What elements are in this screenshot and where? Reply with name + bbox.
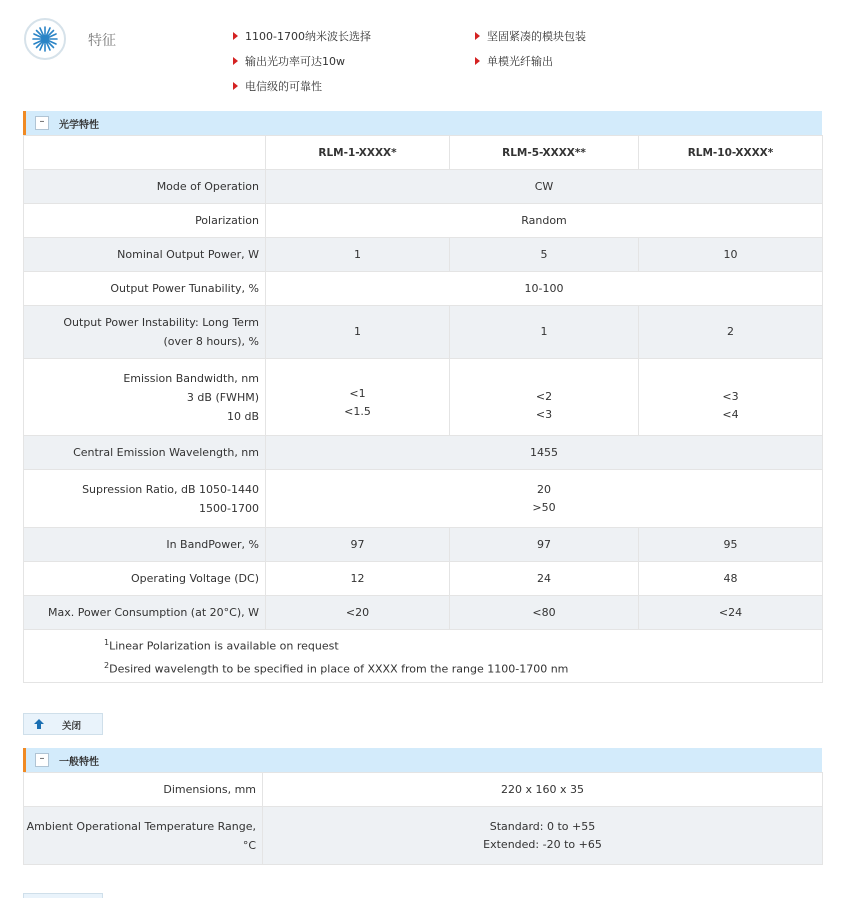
row-label: Dimensions, mm (24, 773, 263, 807)
footnote: $^2$Desired wavelength to be specified in place of XXXX from the range 1100-1700 nm (104, 661, 569, 676)
row-label: In BandPower, % (24, 528, 266, 562)
empty-header-cell (24, 136, 266, 170)
bullet-icon (233, 82, 238, 90)
arrow-up-icon (33, 718, 45, 733)
collapse-toggle-button[interactable]: – (35, 753, 49, 767)
column-header: RLM-10-XXXX* (639, 136, 823, 170)
cell-value: <80 (450, 596, 639, 630)
cell-value: 1455 (266, 436, 823, 470)
cell-value: 10-100 (266, 272, 823, 306)
table-row (24, 562, 823, 596)
table-row (24, 470, 823, 528)
cell-value: <3 <4 (639, 359, 823, 436)
cell-value: 10 (639, 238, 823, 272)
close-button[interactable] (23, 713, 103, 735)
cell-value: Standard: 0 to +55 Extended: -20 to +65 (263, 807, 823, 865)
cell-value: 1 (450, 306, 639, 359)
row-label: Mode of Operation (24, 170, 266, 204)
column-header: RLM-5-XXXX** (450, 136, 639, 170)
cell-value: 48 (639, 562, 823, 596)
cell-value: <1 <1.5 (266, 359, 450, 436)
bullet-icon (233, 32, 238, 40)
feature-item: 输出光功率可达10w (233, 53, 345, 69)
table-row (24, 238, 823, 272)
table-row (24, 306, 823, 359)
feature-item: 电信级的可靠性 (233, 78, 322, 94)
table-header-row (24, 136, 823, 170)
bullet-icon (233, 57, 238, 65)
table-row (24, 359, 823, 436)
close-button-label: 关闭 (62, 721, 82, 732)
footnotes-row (24, 630, 823, 683)
row-label: Nominal Output Power, W (24, 238, 266, 272)
cell-value: <20 (266, 596, 450, 630)
cell-value: 20 >50 (266, 470, 823, 528)
row-label: Operating Voltage (DC) (24, 562, 266, 596)
feature-item: 坚固紧凑的模块包装 (475, 28, 586, 44)
cell-value: 220 x 160 x 35 (263, 773, 823, 807)
optical-section-header[interactable] (23, 111, 822, 135)
close-button-partial[interactable] (23, 893, 103, 898)
cell-value: 97 (266, 528, 450, 562)
table-row (24, 170, 823, 204)
cell-value: CW (266, 170, 823, 204)
cell-value: <2 <3 (450, 359, 639, 436)
optical-section-title: 光学特性 (59, 120, 99, 131)
row-label: Ambient Operational Temperature Range, °C (24, 807, 263, 865)
general-spec-table (23, 772, 823, 865)
row-label: Output Power Instability: Long Term (over 8 hours), % (24, 306, 266, 359)
cell-value: 5 (450, 238, 639, 272)
optical-spec-table (23, 135, 823, 683)
laser-logo-icon (24, 18, 66, 60)
table-row (24, 807, 823, 865)
row-label: Central Emission Wavelength, nm (24, 436, 266, 470)
cell-value: 2 (639, 306, 823, 359)
cell-value: Random (266, 204, 823, 238)
cell-value: 95 (639, 528, 823, 562)
table-row (24, 528, 823, 562)
features-section (0, 0, 841, 110)
feature-item: 单模光纤输出 (475, 53, 553, 69)
table-row (24, 272, 823, 306)
cell-value: 97 (450, 528, 639, 562)
row-label: Supression Ratio, dB 1050-1440 1500-1700 (24, 470, 266, 528)
cell-value: 12 (266, 562, 450, 596)
general-section-title: 一般特性 (59, 757, 99, 768)
column-header: RLM-1-XXXX* (266, 136, 450, 170)
cell-value: 24 (450, 562, 639, 596)
cell-value: 1 (266, 306, 450, 359)
feature-item: 1100-1700纳米波长选择 (233, 28, 371, 44)
cell-value: <24 (639, 596, 823, 630)
table-row (24, 436, 823, 470)
features-title: 特征 (88, 33, 116, 49)
table-row (24, 204, 823, 238)
row-label: Max. Power Consumption (at 20°C), W (24, 596, 266, 630)
collapse-toggle-button[interactable]: – (35, 116, 49, 130)
footnotes (24, 630, 823, 683)
row-label: Output Power Tunability, % (24, 272, 266, 306)
table-row (24, 596, 823, 630)
cell-value: 1 (266, 238, 450, 272)
bullet-icon (475, 32, 480, 40)
row-label: Emission Bandwidth, nm 3 dB (FWHM) 10 dB (24, 359, 266, 436)
table-row (24, 773, 823, 807)
bullet-icon (475, 57, 480, 65)
general-section-header[interactable] (23, 748, 822, 772)
row-label: Polarization (24, 204, 266, 238)
footnote: $^1$Linear Polarization is available on request (104, 638, 339, 653)
